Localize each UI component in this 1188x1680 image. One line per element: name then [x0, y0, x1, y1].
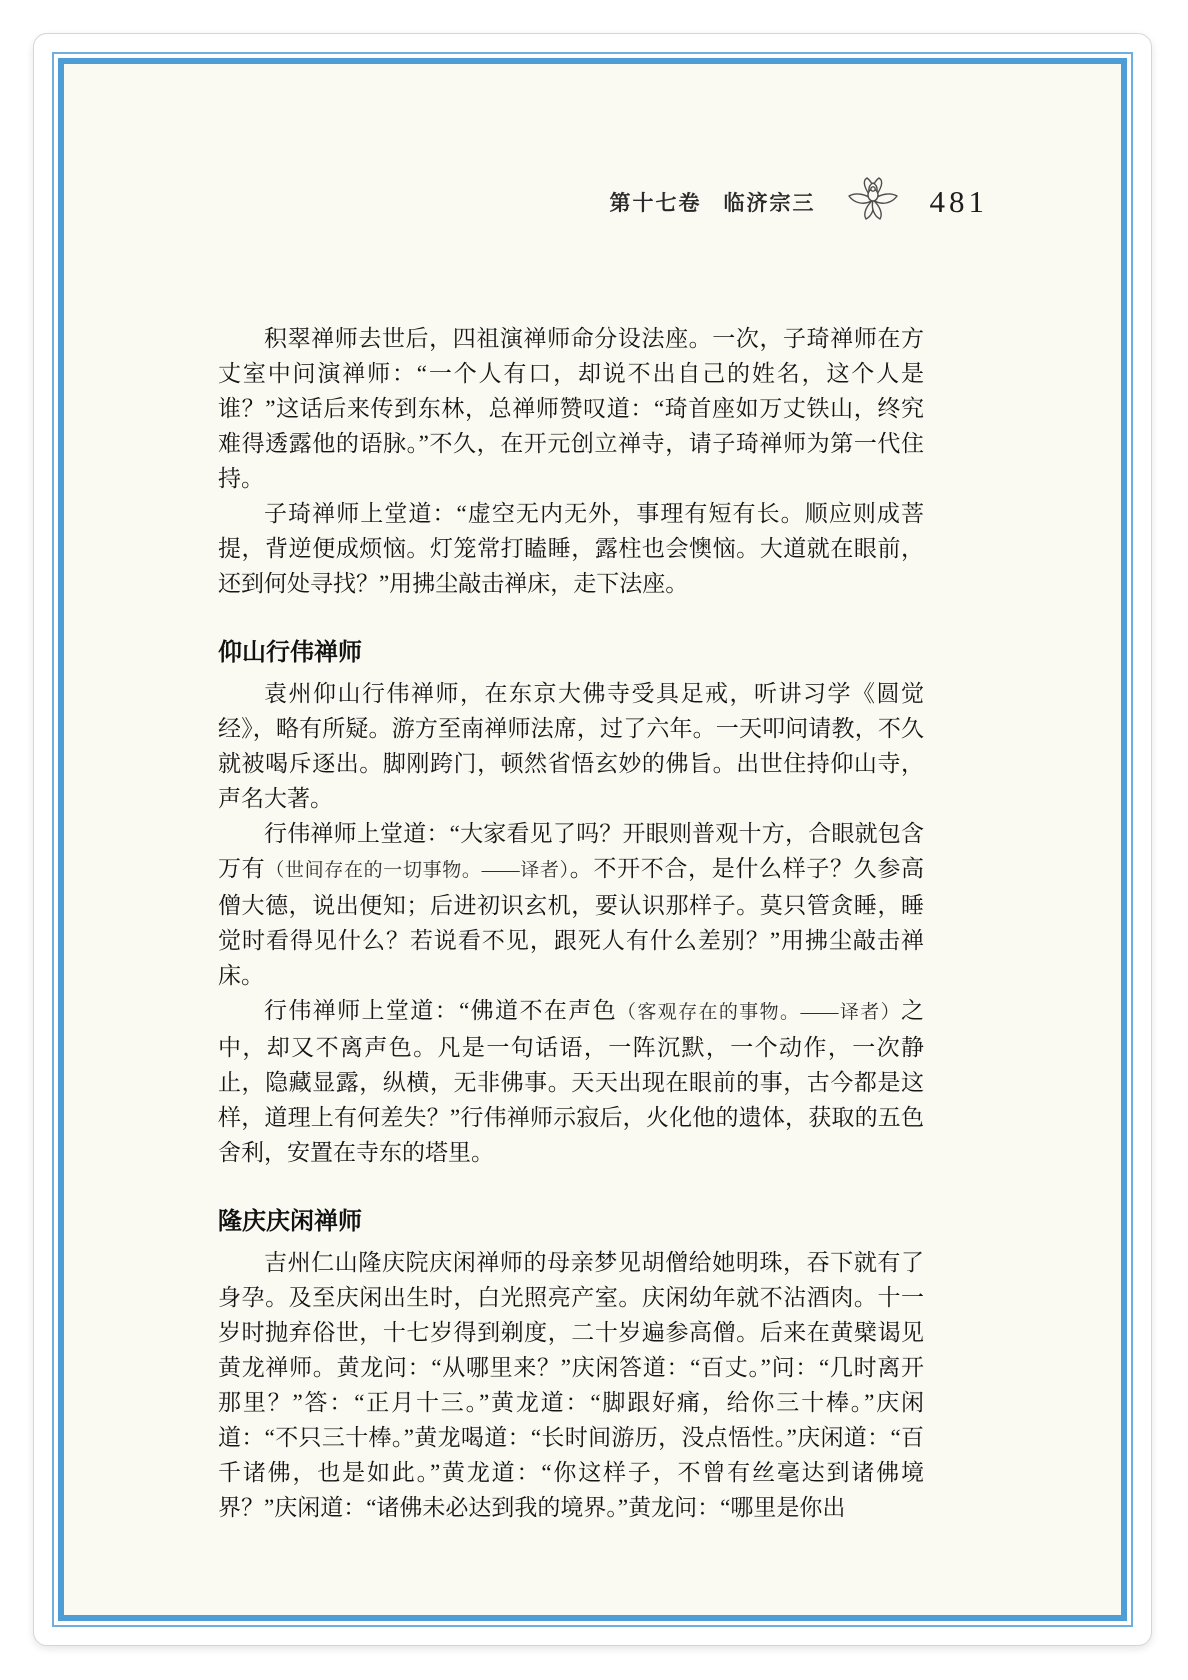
flower-ornament-icon [842, 176, 904, 227]
section-heading: 仰山行伟禅师 [218, 639, 362, 666]
paragraph-text: 之中，却又不离声色。凡是一句话语，一阵沉默，一个动作，一次静止，隐藏显露，纵横，无非佛事。天天出现在眼前的事，古今都是这样，道理上有何差失？”行伟禅师示寂后，火化他的遗体，获取的五色舍利，安置在寺东的塔里。 [218, 998, 924, 1165]
section-label: 临济宗三 [723, 191, 816, 215]
translator-note: （世间存在的一切事物。——译者） [265, 860, 570, 881]
page-body [218, 321, 924, 1525]
paragraph-text: 积翠禅师去世后，四祖演禅师命分设法座。一次，子琦禅师在方丈室中问演禅师：“一个人有口，却说不出自己的姓名，这个人是谁？”这话后来传到东林，总禅师赞叹道：“琦首座如万丈铁山，终究难得透露他的语脉。”不久，在开元创立禅寺，请子琦禅师为第一代住持。 [218, 326, 924, 491]
paragraph [218, 496, 924, 601]
page-content [64, 176, 1121, 1680]
paragraph-text: 子琦禅师上堂道：“虚空无内无外，事理有短有长。顺应则成菩提，背逆便成烦恼。灯笼常打瞌睡，露柱也会懊恼。大道就在眼前，还到何处寻找？”用拂尘敲击禅床，走下法座。 [218, 501, 924, 596]
volume-label: 第十七卷 [609, 191, 702, 215]
paragraph-text: 。不开不合，是什么样子？久参高僧大德，说出便知；后进初识玄机，要认识那样子。莫只管贪睡，睡觉时看得见什么？若说看不见，跟死人有什么差别？”用拂尘敲击禅床。 [218, 856, 925, 988]
page-card [33, 33, 1152, 1646]
decorative-frame-thin [52, 52, 1133, 1627]
paragraph-text: 吉州仁山隆庆院庆闲禅师的母亲梦见胡僧给她明珠，吞下就有了身孕。及至庆闲出生时，白光照亮产室。庆闲幼年就不沾酒肉。十一岁时抛弃俗世，十七岁得到剃度，二十岁遍参高僧。后来在黄檗谒见黄龙禅师。黄龙问：“从哪里来？”庆闲答道：“百丈。”问：“几时离开那里？”答：“正月十三。”黄龙道：“脚跟好痛，给你三十棒。”庆闲道：“不只三十棒。”黄龙喝道：“长时间游历，没点悟性。”庆闲道：“百千诸佛，也是如此。”黄龙道：“你这样子，不曾有丝毫达到诸佛境界？”庆闲道：“诸佛未必达到我的境界。”黄龙问：“哪里是你出 [218, 1250, 924, 1520]
paragraph [218, 816, 924, 993]
section-heading: 隆庆庆闲禅师 [218, 1208, 362, 1235]
translator-note: （客观存在的事物。——译者） [616, 1002, 901, 1023]
paragraph [218, 993, 924, 1170]
paragraph-text: 行伟禅师上堂道：“大家看见了吗？开眼则普观十方，合眼就包含万有 [218, 821, 924, 881]
paragraph [218, 321, 924, 496]
paragraph [218, 676, 924, 816]
paragraph-text: 行伟禅师上堂道：“佛道不在声色 [264, 998, 617, 1023]
paragraph-text: 袁州仰山行伟禅师，在东京大佛寺受具足戒，听讲习学《圆觉经》，略有所疑。游方至南禅师法席，过了六年。一天叩问请教，不久就被喝斥逐出。脚刚跨门，顿然省悟玄妙的佛旨。出世住持仰山寺，声名大著。 [218, 681, 924, 811]
paragraph [218, 1245, 924, 1525]
decorative-frame-thick [58, 58, 1127, 1621]
running-head-title [610, 187, 816, 217]
page-number: 481 [929, 183, 988, 219]
running-head [218, 176, 988, 227]
